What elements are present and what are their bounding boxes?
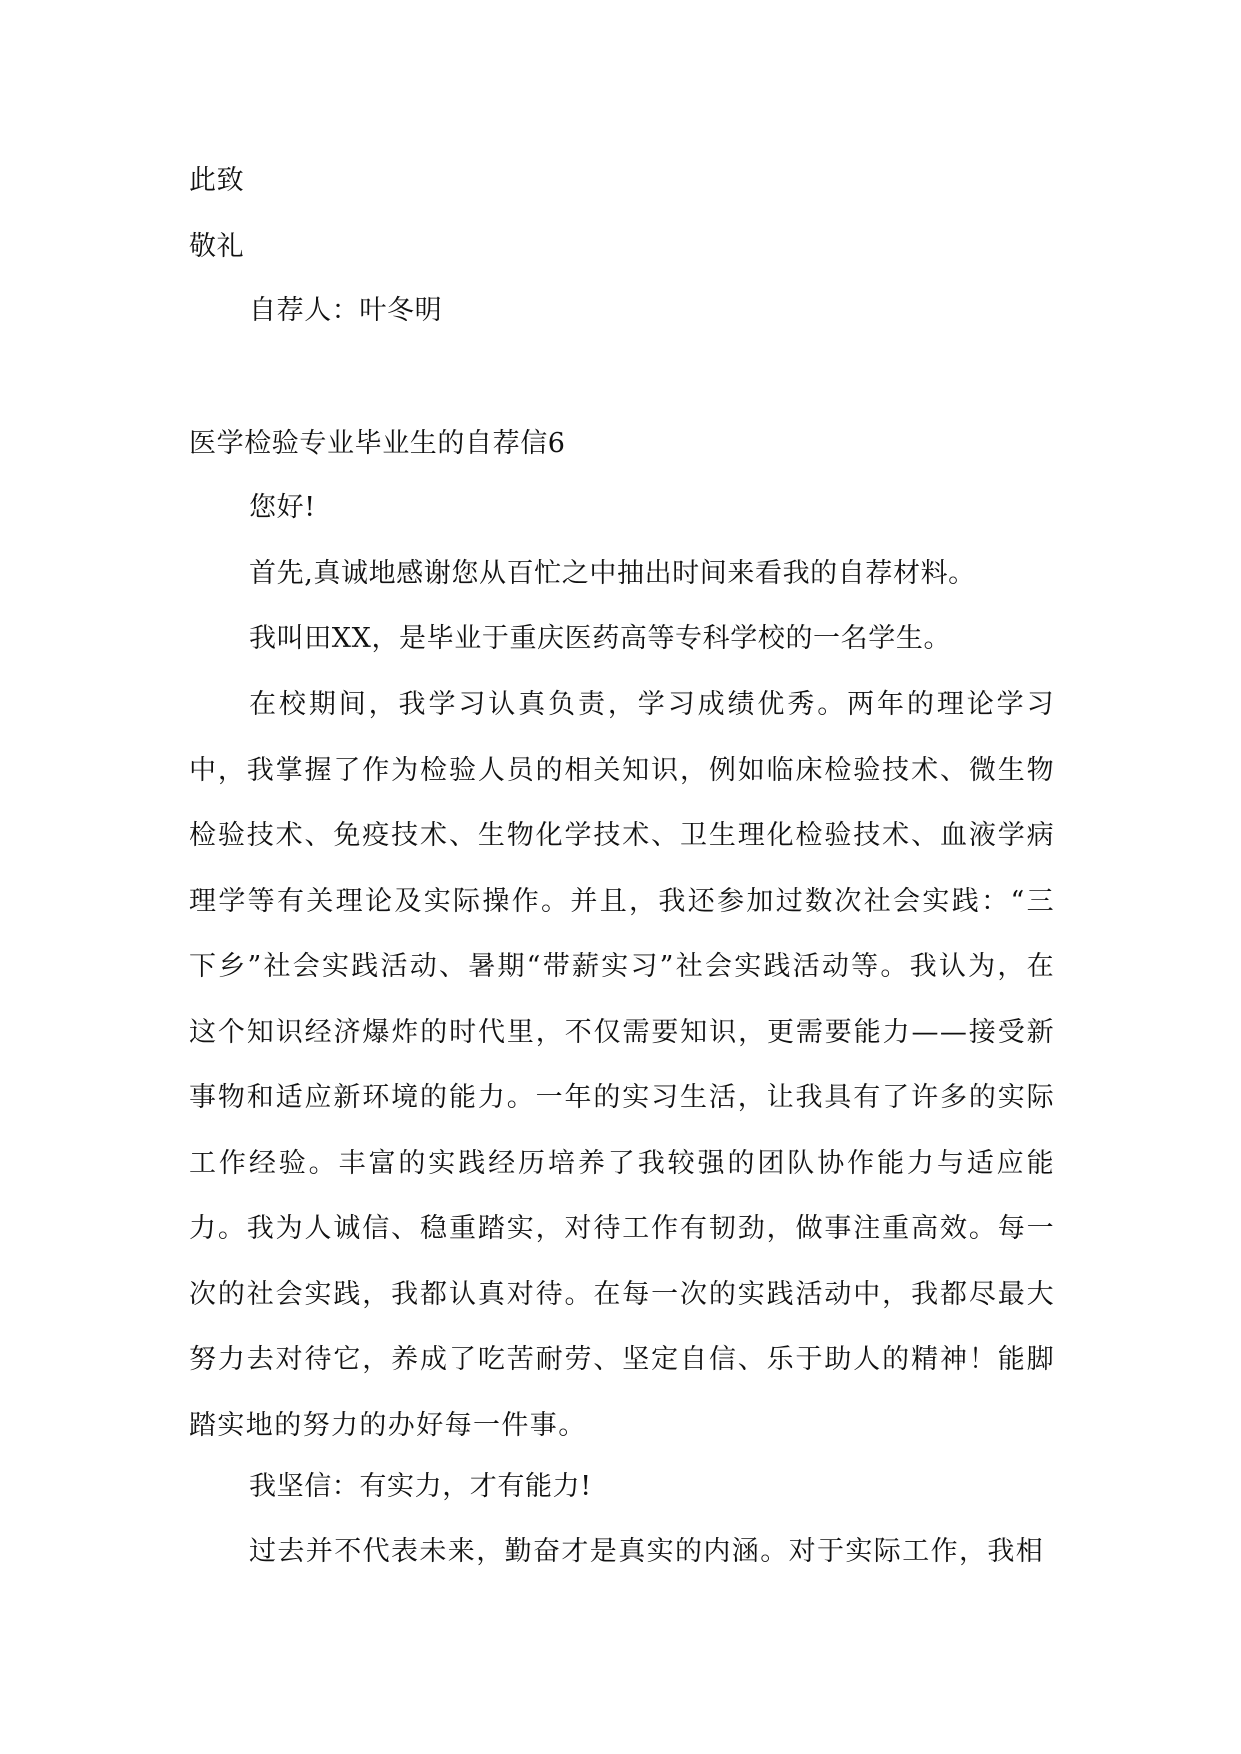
- paragraph-3: 在校期间，我学习认真负责，学习成绩优秀。两年的理论学习中，我掌握了作为检验人员的相关知识，例如临床检验技术、微生物检验技术、免疫技术、生物化学技术、卫生理化检验技术、血液学病理学等有关理论及实际操作。并且，我还参加过数次社会实践：“三下乡”社会实践活动、暑期“带薪实习”社会实践活动等。我认为，在这个知识经济爆炸的时代里，不仅需要知识，更需要能力——接受新事物和适应新环境的能力。一年的实习生活，让我具有了许多的实际工作经验。丰富的实践经历培养了我较强的团队协作能力与适应能力。我为人诚信、稳重踏实，对待工作有韧劲，做事注重高效。每一次的社会实践，我都认真对待。在每一次的实践活动中，我都尽最大努力去对待它，养成了吃苦耐劳、坚定自信、乐于助人的精神！能脚踏实地的努力的办好每一件事。: [189, 689, 1055, 1441]
- paragraph-1: 首先,真诚地感谢您从百忙之中抽出时间来看我的自荐材料。: [249, 558, 976, 589]
- closing-salutation-2: 敬礼: [189, 231, 245, 262]
- paragraph-2: 我叫田XX，是毕业于重庆医药高等专科学校的一名学生。: [249, 623, 952, 654]
- letter-title: 医学检验专业毕业生的自荐信6: [189, 428, 566, 459]
- paragraph-4: 我坚信：有实力，才有能力!: [249, 1471, 592, 1502]
- signature-line: 自荐人：叶冬明: [249, 295, 443, 326]
- letter-greeting: 您好!: [249, 492, 316, 523]
- paragraph-5: 过去并不代表未来，勤奋才是真实的内涵。对于实际工作，我相: [249, 1536, 1045, 1567]
- closing-salutation-1: 此致: [189, 165, 245, 196]
